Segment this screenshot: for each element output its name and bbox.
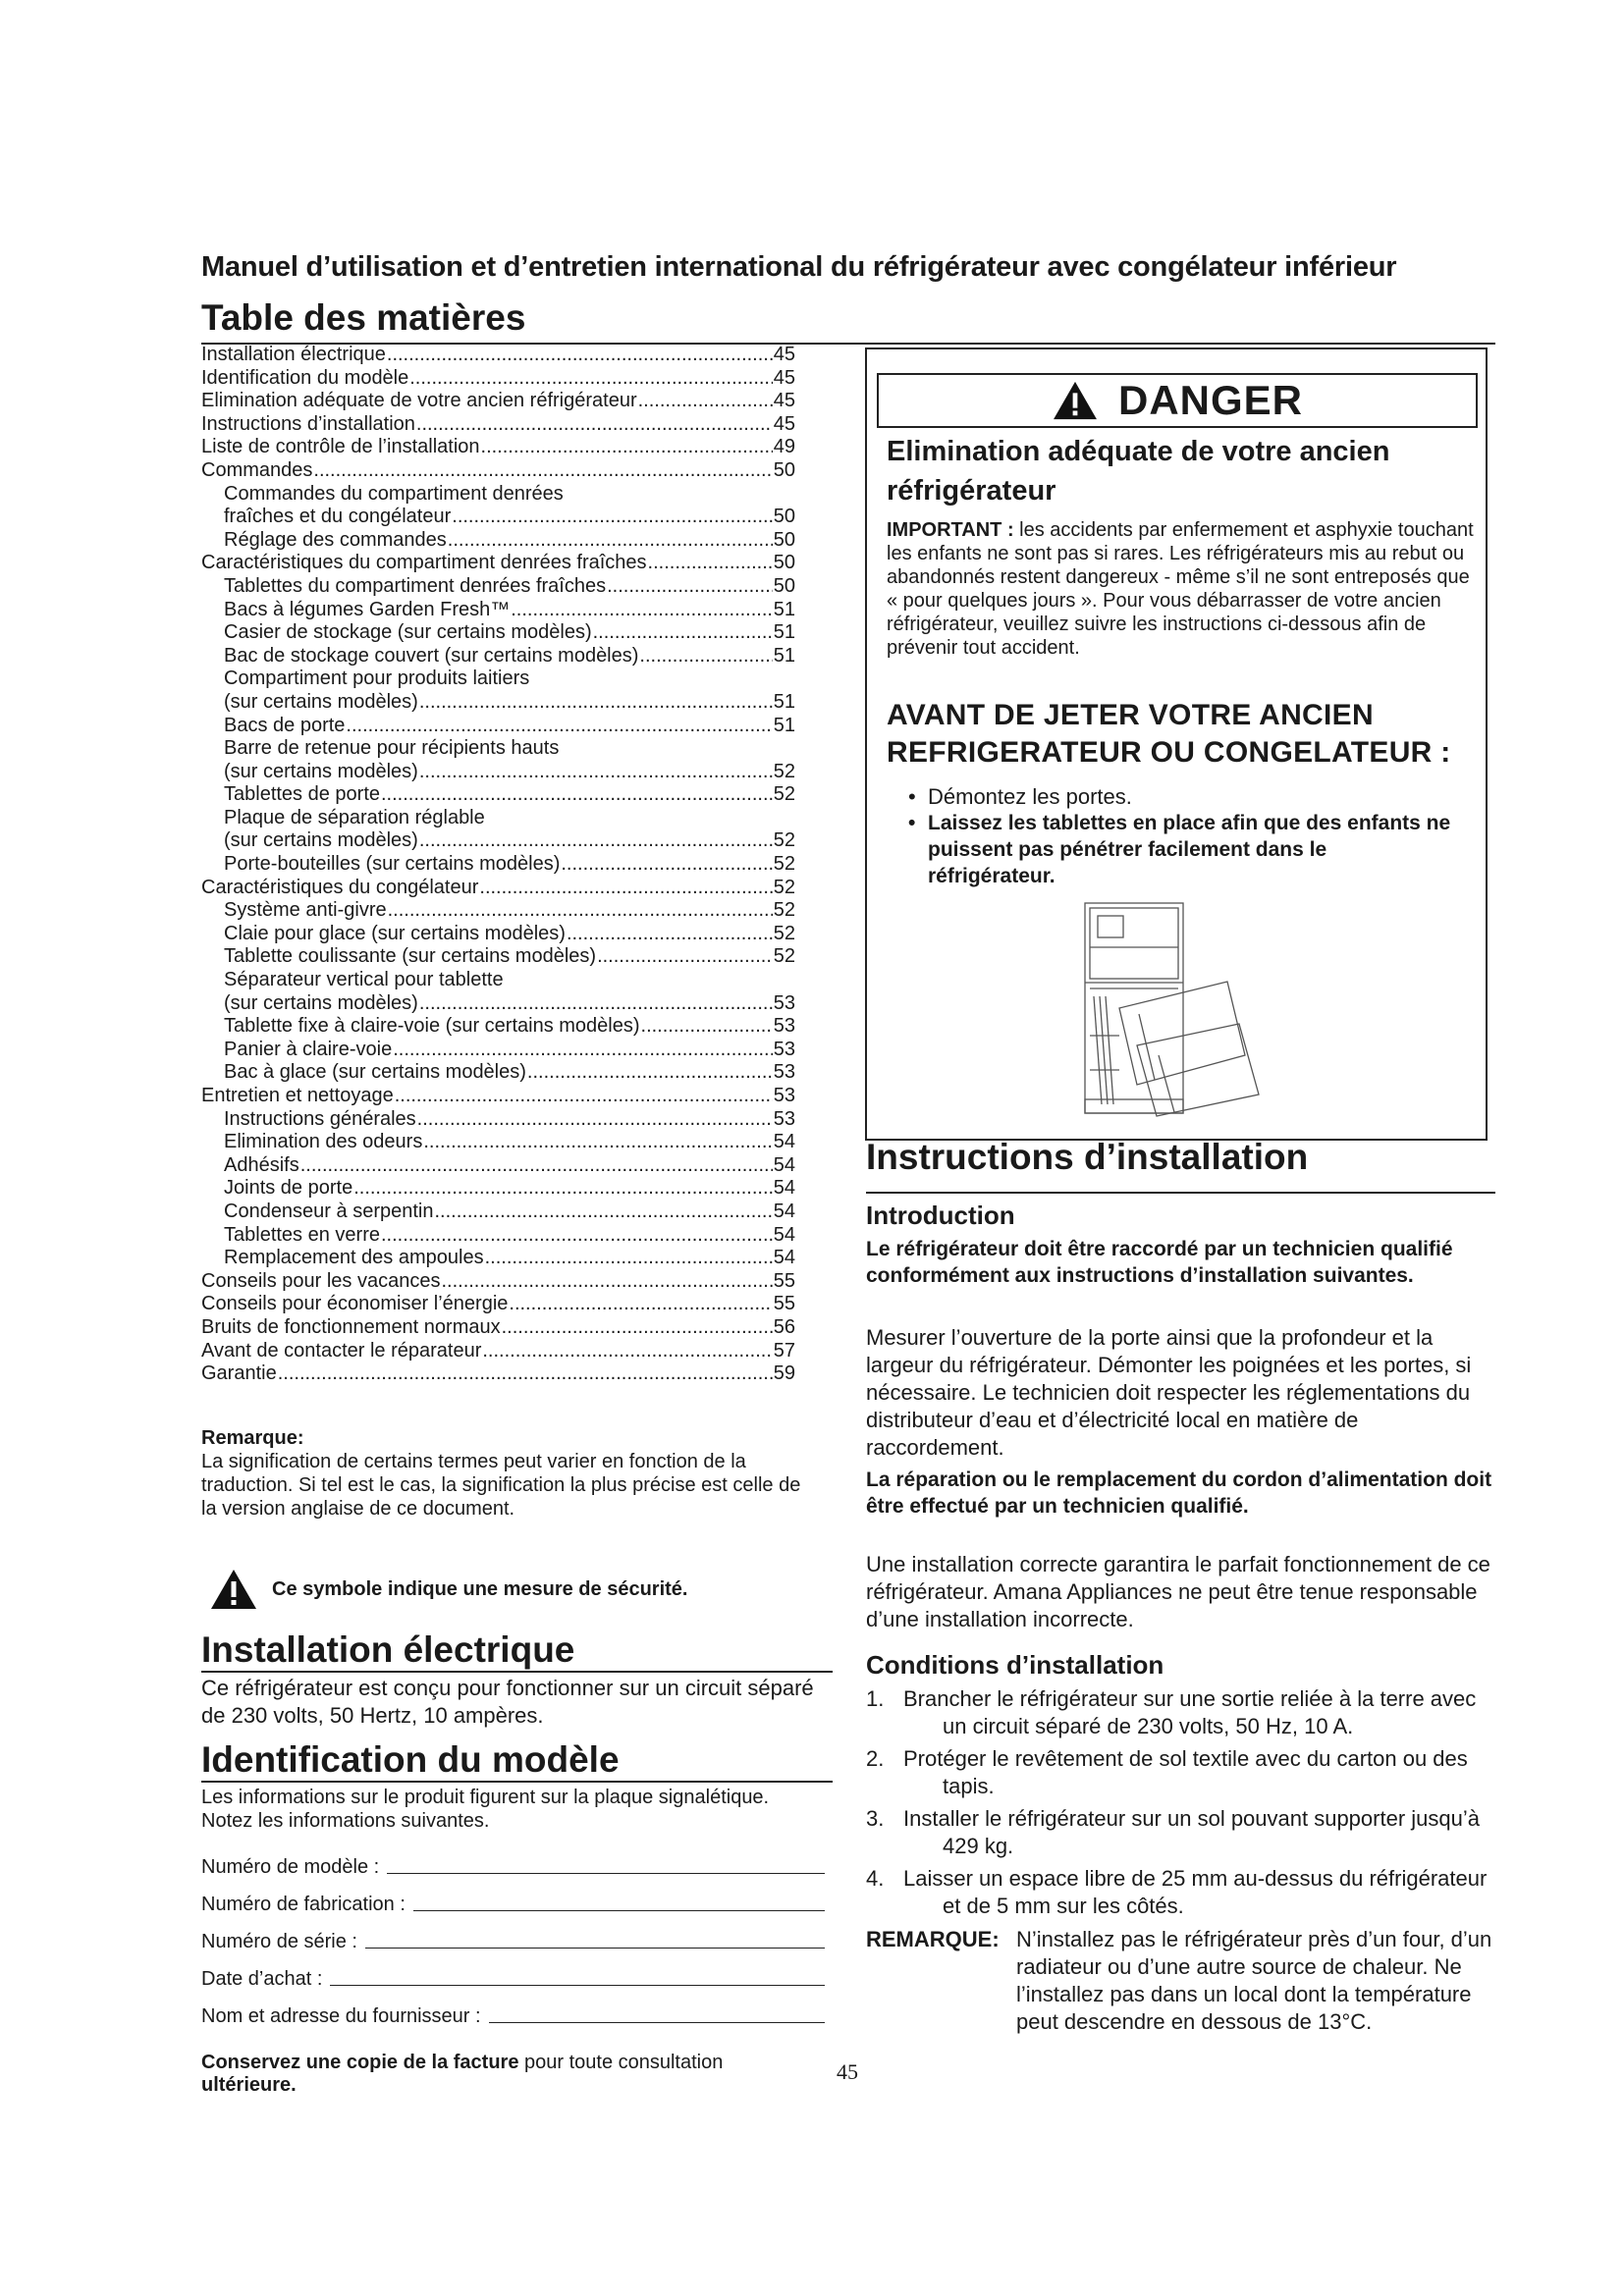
toc-entry [201, 1177, 795, 1201]
toc-entry-page: 45 [773, 412, 795, 435]
toc-entry [201, 529, 795, 553]
remark-text: La signification de certains termes peut varier en fonction de la traduction. Si tel est le cas, la signification la plus précise est celle de la version anglaise de ce document. [201, 1451, 801, 1520]
toc-entry-label: Remplacement des ampoules [224, 1247, 484, 1269]
list-item-text: Laisser un espace libre de 25 mm au-dessus du réfrigérateur et de 5 mm sur les côtés. [903, 1866, 1488, 1918]
toc-leader-dots [527, 1061, 773, 1085]
toc-entry-page: 55 [773, 1269, 795, 1292]
toc-entry [201, 1154, 795, 1178]
toc-entry-label: Bruits de fonctionnement normaux [201, 1315, 501, 1338]
toc-entry-label: Bacs de porte [224, 714, 346, 736]
toc-leader-dots [567, 923, 773, 946]
toc-entry-page: 53 [773, 991, 795, 1014]
toc-entry [201, 1340, 795, 1363]
toc-entry-label: Avant de contacter le réparateur [201, 1339, 482, 1362]
toc-entry [201, 923, 795, 946]
toc-entry [201, 1108, 795, 1132]
list-item-number: 1. [866, 1686, 885, 1711]
toc-entry [201, 853, 795, 877]
record-field-input[interactable] [489, 2022, 825, 2023]
keep-invoice-text: pour toute consultation [518, 2052, 724, 2073]
danger-header [877, 373, 1478, 428]
toc-entry [201, 899, 795, 923]
toc-leader-dots [448, 529, 773, 553]
toc-entry [201, 1316, 795, 1340]
toc-entry-page: 53 [773, 1061, 795, 1084]
toc-entry-label: Panier à claire-voie [224, 1038, 393, 1060]
toc-entry-label: Instructions générales [224, 1107, 416, 1130]
toc-entry-label: Tablette coulissante (sur certains modèles) [224, 945, 597, 968]
model-id-intro: Les informations sur le produit figurent sur la plaque signalétique. Notez les informations suivantes. [201, 1787, 770, 1832]
toc-entry-page: 54 [773, 1223, 795, 1246]
toc-entry-page: 55 [773, 1293, 795, 1315]
model-id-fields [201, 1842, 830, 2028]
toc-entry [201, 691, 795, 715]
list-item-text: Brancher le réfrigérateur sur une sortie reliée à la terre avec un circuit séparé de 230 volts, 50 Hz, 10 A. [903, 1686, 1477, 1738]
remark-label: Remarque: [201, 1427, 304, 1449]
intro-heading: Introduction [866, 1201, 1015, 1230]
toc-entry [201, 390, 795, 413]
toc-leader-dots [597, 945, 773, 969]
toc-entry [201, 1362, 795, 1386]
toc-leader-dots [346, 715, 772, 738]
toc-entry-label: Commandes [201, 458, 313, 481]
record-field-label: Numéro de modèle : [201, 1856, 380, 1878]
toc-entry [201, 1293, 795, 1316]
intro-bold: Le réfrigérateur doit être raccordé par un technicien qualifié conformément aux instructions d’installation suivantes. [866, 1238, 1453, 1287]
toc-leader-dots [393, 1039, 773, 1062]
toc-entry-label: Réglage des commandes [224, 528, 447, 551]
toc-entry-label: Conseils pour les vacances [201, 1269, 441, 1292]
toc-entry-label: Condenseur à serpentin [224, 1200, 434, 1222]
record-field-input[interactable] [330, 1985, 825, 1986]
record-field [201, 1991, 830, 2028]
toc-entry-page: 45 [773, 344, 795, 365]
toc-entry-page: 54 [773, 1131, 795, 1153]
toc-entry-page: 52 [773, 783, 795, 806]
warning-triangle-icon [1052, 380, 1099, 421]
toc-leader-dots [485, 1247, 773, 1270]
toc-leader-dots [419, 992, 773, 1016]
toc-entry [201, 877, 795, 900]
toc-entry [201, 1247, 795, 1270]
toc-entry-page: 59 [773, 1362, 795, 1385]
toc-leader-dots [409, 367, 773, 391]
electrical-heading: Installation électrique [201, 1629, 575, 1670]
install-rule [866, 1192, 1495, 1194]
toc-heading: Table des matières [201, 297, 526, 338]
list-item [866, 1805, 1494, 1860]
record-field [201, 1916, 830, 1953]
danger-bullets [908, 783, 1458, 889]
refrigerator-illustration [1080, 898, 1276, 1119]
repair-text: Une installation correcte garantira le parfait fonctionnement de ce réfrigérateur. Amana Appliances ne peut être tenue responsable d’une installation incorrecte. [866, 1552, 1490, 1631]
toc-entry-page: 52 [773, 853, 795, 876]
toc-entry-label: (sur certains modèles) [224, 829, 418, 852]
toc-entry-page: 57 [773, 1339, 795, 1362]
record-field-label: Numéro de série : [201, 1931, 357, 1952]
toc-entry-label: Conseils pour économiser l’énergie [201, 1293, 509, 1315]
toc-entry [201, 761, 795, 784]
list-item [866, 1685, 1494, 1740]
toc-leader-dots [441, 1270, 772, 1294]
toc-entry-label: Installation électrique [201, 344, 386, 365]
toc-leader-dots [353, 1177, 773, 1201]
toc-entry [201, 483, 795, 507]
toc-entry-label: Caractéristiques du congélateur [201, 876, 479, 898]
toc-entry-page: 53 [773, 1085, 795, 1106]
toc-entry [201, 506, 795, 529]
toc-leader-dots [381, 1224, 773, 1248]
danger-subheading: Elimination adéquate de votre ancien réfrigérateur [887, 436, 1390, 507]
list-item [866, 1865, 1494, 1920]
before-discard-heading: AVANT DE JETER VOTRE ANCIEN REFRIGERATEUR OU CONGELATEUR : [887, 699, 1451, 769]
danger-important [887, 518, 1476, 660]
bullet-text: Démontez les portes. [928, 784, 1132, 809]
toc-entry [201, 1270, 795, 1294]
toc-entry-label: Porte-bouteilles (sur certains modèles) [224, 853, 561, 876]
keep-invoice-bold: Conservez une copie de la facture [201, 2052, 519, 2073]
toc-entry-page: 51 [773, 598, 795, 620]
toc-leader-dots [638, 390, 773, 413]
toc-entry-label: Compartiment pour produits laitiers [224, 667, 530, 690]
toc-leader-dots [561, 853, 772, 877]
toc-entry [201, 1201, 795, 1224]
toc-entry-label: Tablettes de porte [224, 783, 380, 806]
toc-entry-page: 51 [773, 714, 795, 736]
note-label: REMARQUE: [866, 1927, 1000, 1951]
important-text: les accidents par enfermement et asphyxie touchant les enfants ne sont pas si rares. Les réfrigérateurs mis au rebut ou abandonnés restent dangereux - même s’il ne sont entreposés que « pour quelques jours ». Pour vous débarrasser de votre ancien réfrigérateur, veuillez suivre les instructions ci-dessous afin de prévenir tout accident. [887, 519, 1474, 659]
toc-entry-page: 51 [773, 690, 795, 713]
keep-invoice-bold-2: ultérieure. [201, 2074, 297, 2096]
toc-entry-page: 50 [773, 574, 795, 597]
toc-entry [201, 969, 795, 992]
toc-entry-page: 51 [773, 644, 795, 667]
toc-entry-page: 52 [773, 899, 795, 922]
toc-entry [201, 413, 795, 437]
list-item-text: Protéger le revêtement de sol textile avec du carton ou des tapis. [903, 1746, 1468, 1798]
toc-leader-dots [481, 436, 773, 459]
toc-entry-label: Garantie [201, 1362, 277, 1385]
toc-leader-dots [452, 506, 772, 529]
toc-entry-page: 52 [773, 876, 795, 898]
toc-entry-label: (sur certains modèles) [224, 991, 418, 1014]
install-heading: Instructions d’installation [866, 1137, 1309, 1177]
toc-leader-dots [395, 1085, 773, 1108]
model-id-rule [201, 1781, 833, 1783]
toc-leader-dots [300, 1154, 773, 1178]
toc-entry-page: 53 [773, 1015, 795, 1038]
toc-leader-dots [278, 1362, 773, 1386]
toc-entry-label: Elimination adéquate de votre ancien réfrigérateur [201, 390, 637, 412]
toc-entry [201, 1224, 795, 1248]
repair-bold: La réparation ou le remplacement du cordon d’alimentation doit être effectué par un technicien qualifié. [866, 1468, 1492, 1518]
toc-entry-label: Instructions d’installation [201, 412, 415, 435]
toc-entry-page: 54 [773, 1247, 795, 1269]
toc-entry-page: 50 [773, 506, 795, 528]
toc-entry-label: Claie pour glace (sur certains modèles) [224, 922, 566, 944]
toc-leader-dots [593, 621, 773, 645]
safety-symbol-note [209, 1568, 687, 1611]
toc-entry [201, 645, 795, 668]
toc-entry-label: Commandes du compartiment denrées [224, 482, 564, 505]
toc-entry [201, 1039, 795, 1062]
toc-entry [201, 945, 795, 969]
electrical-rule [201, 1671, 833, 1673]
note-text: N’installez pas le réfrigérateur près d’un four, d’un radiateur ou d’une autre source de chaleur. Ne l’installez pas dans un local dont la température peut descendre en dessous de 13°C. [1016, 1927, 1492, 2034]
toc-entry-page: 53 [773, 1038, 795, 1060]
toc-leader-dots [416, 413, 773, 437]
record-field [201, 1879, 830, 1916]
safety-symbol-text: Ce symbole indique une mesure de sécurité. [272, 1577, 688, 1600]
toc-entry-label: Adhésifs [224, 1153, 299, 1176]
list-item-text: Installer le réfrigérateur sur un sol pouvant supporter jusqu’à 429 kg. [903, 1806, 1480, 1858]
toc-entry-label: Bac à glace (sur certains modèles) [224, 1061, 526, 1084]
toc-entry-page: 53 [773, 1107, 795, 1130]
toc-entry [201, 552, 795, 575]
list-item: • Laissez les tablettes en place afin que des enfants ne puissent pas pénétrer facilement dans le réfrigérateur. [908, 810, 1458, 889]
toc-entry [201, 992, 795, 1016]
model-id-heading: Identification du modèle [201, 1739, 620, 1780]
toc-entry-page: 50 [773, 458, 795, 481]
important-label: IMPORTANT : [887, 519, 1014, 541]
toc-entry-page: 52 [773, 922, 795, 944]
toc-leader-dots [419, 829, 773, 853]
document-title: Manuel d’utilisation et d’entretien international du réfrigérateur avec congélateur inférieur [201, 251, 1397, 283]
toc-entry-label: (sur certains modèles) [224, 690, 418, 713]
record-field [201, 1953, 830, 1991]
toc-leader-dots [387, 344, 773, 367]
toc-leader-dots [479, 877, 772, 900]
toc-entry [201, 575, 795, 599]
toc-leader-dots [482, 1340, 772, 1363]
danger-word: DANGER [1117, 377, 1303, 423]
toc-leader-dots [417, 1108, 773, 1132]
toc-entry [201, 436, 795, 459]
toc-entry-label: Entretien et nettoyage [201, 1085, 394, 1106]
record-field [201, 1842, 830, 1879]
toc-entry [201, 1015, 795, 1039]
toc-leader-dots [419, 691, 773, 715]
toc-remark [201, 1426, 810, 1521]
toc-entry [201, 829, 795, 853]
toc-entry [201, 1061, 795, 1085]
toc-leader-dots [509, 1293, 772, 1316]
toc-entry-page: 56 [773, 1315, 795, 1338]
toc-entry-label: Bacs à légumes Garden Fresh™ [224, 598, 511, 620]
toc-entry [201, 459, 795, 483]
record-field-label: Date d’achat : [201, 1968, 323, 1990]
record-field-label: Numéro de fabrication : [201, 1894, 406, 1915]
list-item-number: 3. [866, 1806, 885, 1831]
intro-text: Mesurer l’ouverture de la porte ainsi que la profondeur et la largeur du réfrigérateur. Démonter les poignées et les portes, si nécessaire. Le technicien doit respecter les réglementations du distributeur d’eau et d’électricité local en matière de raccordement. [866, 1325, 1472, 1460]
toc-entry-page: 50 [773, 552, 795, 574]
record-field-input[interactable] [387, 1873, 825, 1874]
toc-entry [201, 667, 795, 691]
list-item-number: 2. [866, 1746, 885, 1771]
toc-leader-dots [502, 1316, 773, 1340]
toc-entry-page: 49 [773, 436, 795, 458]
toc-leader-dots [648, 552, 773, 575]
toc-leader-dots [313, 459, 772, 483]
toc-leader-dots [423, 1131, 772, 1154]
toc-entry-label: (sur certains modèles) [224, 760, 418, 782]
toc-entry [201, 621, 795, 645]
conditions-list [866, 1685, 1494, 1925]
toc-entry-label: Caractéristiques du compartiment denrées fraîches [201, 552, 647, 574]
toc-leader-dots [434, 1201, 772, 1224]
toc-entry [201, 737, 795, 761]
toc-entry [201, 344, 795, 367]
toc-leader-dots [639, 645, 772, 668]
toc-entry-page: 51 [773, 621, 795, 644]
toc-leader-dots [511, 599, 773, 622]
electrical-text: Ce réfrigérateur est conçu pour fonctionner sur un circuit séparé de 230 volts, 50 Hertz, 10 ampères. [201, 1676, 814, 1728]
toc-entry [201, 1131, 795, 1154]
toc-entry-label: Elimination des odeurs [224, 1131, 423, 1153]
toc-entry-page: 45 [773, 366, 795, 389]
toc-entry [201, 715, 795, 738]
toc-entry-page: 52 [773, 945, 795, 968]
record-field-label: Nom et adresse du fournisseur : [201, 2005, 481, 2027]
toc-entry-label: Joints de porte [224, 1177, 353, 1200]
toc-leader-dots [388, 899, 773, 923]
toc-entry [201, 807, 795, 830]
toc-entry-page: 54 [773, 1200, 795, 1222]
toc-entry-label: Système anti-givre [224, 899, 387, 922]
toc-entry-label: Casier de stockage (sur certains modèles) [224, 621, 592, 644]
toc-entry-page: 45 [773, 390, 795, 412]
toc-entry-page: 54 [773, 1177, 795, 1200]
list-item-number: 4. [866, 1866, 885, 1891]
toc-entry [201, 367, 795, 391]
toc-entry-page: 52 [773, 760, 795, 782]
toc-entry-label: Bac de stockage couvert (sur certains modèles) [224, 644, 639, 667]
table-of-contents [201, 344, 795, 1386]
keep-invoice-note [201, 2052, 830, 2097]
conditions-heading: Conditions d’installation [866, 1650, 1164, 1680]
page-number: 45 [837, 2059, 858, 2084]
record-field-input[interactable] [365, 1948, 825, 1949]
toc-leader-dots [607, 575, 773, 599]
toc-entry-label: fraîches et du congélateur [224, 506, 452, 528]
bullet-text: Laissez les tablettes en place afin que des enfants ne puissent pas pénétrer facilement dans le réfrigérateur. [928, 812, 1451, 887]
list-item: • Démontez les portes. [908, 784, 1132, 809]
toc-entry-label: Identification du modèle [201, 366, 409, 389]
toc-leader-dots [381, 783, 773, 807]
toc-entry-page: 54 [773, 1153, 795, 1176]
install-note [866, 1926, 1494, 2036]
toc-entry [201, 1085, 795, 1108]
toc-entry [201, 783, 795, 807]
list-item [866, 1745, 1494, 1800]
toc-entry-label: Tablettes en verre [224, 1223, 380, 1246]
toc-entry-page: 50 [773, 528, 795, 551]
toc-entry-label: Séparateur vertical pour tablette [224, 969, 504, 991]
record-field-input[interactable] [413, 1910, 825, 1911]
toc-leader-dots [641, 1015, 773, 1039]
toc-entry [201, 599, 795, 622]
warning-triangle-icon [209, 1568, 258, 1611]
toc-entry-label: Liste de contrôle de l’installation [201, 436, 480, 458]
toc-entry-label: Tablettes du compartiment denrées fraîches [224, 574, 607, 597]
toc-entry-label: Plaque de séparation réglable [224, 806, 485, 828]
toc-entry-label: Barre de retenue pour récipients hauts [224, 737, 560, 760]
toc-leader-dots [419, 761, 773, 784]
toc-entry-page: 52 [773, 829, 795, 852]
toc-entry-label: Tablette fixe à claire-voie (sur certains modèles) [224, 1015, 640, 1038]
